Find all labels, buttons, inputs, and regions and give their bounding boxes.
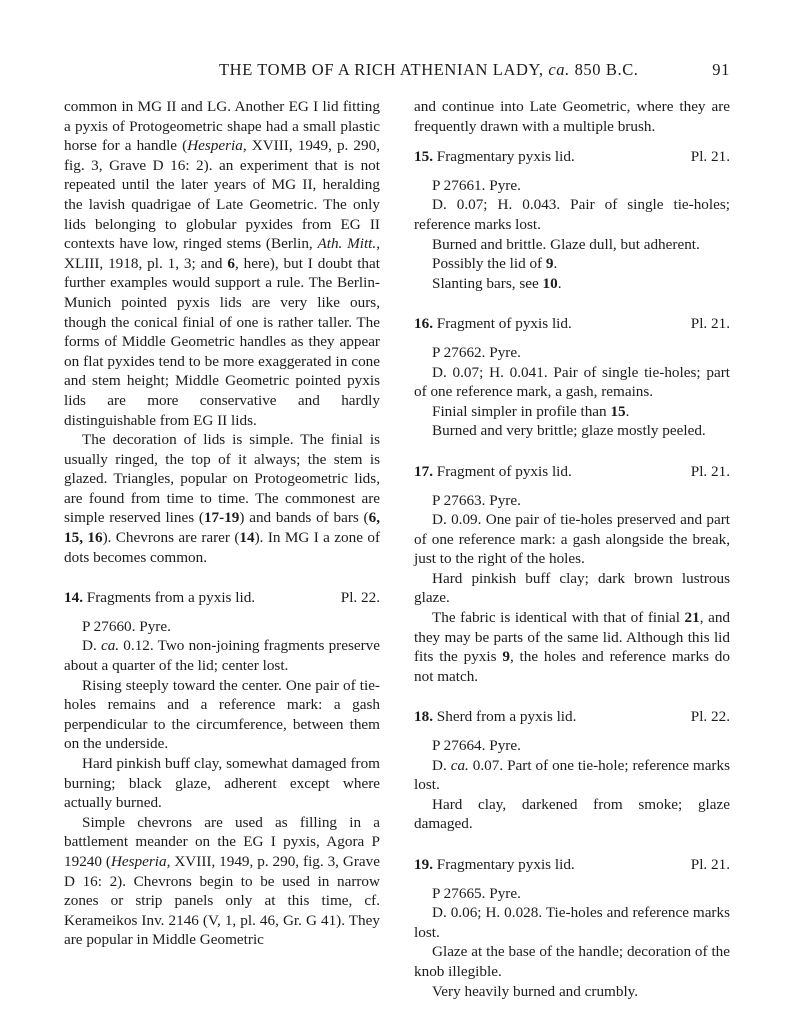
running-title: THE TOMB OF A RICH ATHENIAN LADY, ca. 850 B.C. [219, 60, 639, 79]
dimensions-line: D. 0.09. One pair of tie-holes preserved and part of one reference mark: a gash alongside the break, just to the right of the holes. [414, 511, 730, 568]
entry-title: 14. Fragments from a pyxis lid. [64, 589, 256, 607]
note: Finial simpler in profile than 15. [432, 402, 630, 420]
right-column [414, 97, 730, 1001]
discussion: Simple chevrons are used as filling in a battlement meander on the EG I pyxis, Agora P 19240 (Hesperia, XVIII, 1949, p. 290, fig. 3, Grave D 16: 2). Chevrons begin to be used in narrow zones or strip panels only at this time, cf. Kerameikos Inv. 2146 (V, 1, pl. 46, Gr. G 41). They are popular in Middle Geometric [64, 813, 380, 949]
inventory-line: P 27664. Pyre. [432, 737, 521, 755]
inventory-line: P 27662. Pyre. [432, 343, 521, 361]
decoration-description: Slanting bars, see 10. [432, 274, 562, 292]
catalogue-entry-14 [64, 588, 380, 950]
shape-description: Rising steeply toward the center. One pair of tie-holes remains and a reference mark: a gash perpendicular to the circumference, between them on the underside. [64, 676, 380, 753]
entry-heading [414, 855, 730, 875]
fabric-description: Hard pinkish buff clay, somewhat damaged from burning; black glaze, adherent except where actually burned. [64, 755, 380, 812]
entry-heading [414, 314, 730, 334]
page-number: 91 [712, 60, 730, 79]
inventory-line: P 27660. Pyre. [82, 617, 171, 635]
dimensions-line: D. 0.07; H. 0.043. Pair of single tie-holes; reference marks lost. [414, 196, 730, 233]
plate-reference: Pl. 21. [690, 462, 730, 480]
note: Possibly the lid of 9. [432, 255, 558, 273]
left-column [64, 97, 380, 950]
plate-reference: Pl. 21. [690, 148, 730, 166]
entry-title: 17. Fragment of pyxis lid. [414, 462, 572, 480]
dimensions-line: D. 0.07; H. 0.041. Pair of single tie-holes; part of one reference mark, a gash, remains. [414, 363, 730, 401]
fabric-description: Hard pinkish buff clay; dark brown lustrous glaze. [414, 569, 730, 607]
decoration-paragraph: The decoration of lids is simple. The finial is usually ringed, the top of it always; the stem is glazed. Triangles, popular on Protogeometric lids, are found from time to time. The commonest are simple reserved lines (17-19) and bands of bars (6, 15, 16). Chevrons are rarer (14). In MG I a zone of dots becomes common. [64, 431, 380, 566]
entry-heading [414, 147, 730, 167]
plate-reference: Pl. 22. [340, 589, 380, 607]
entry-title: 19. Fragmentary pyxis lid. [414, 856, 575, 873]
entry-title: 16. Fragment of pyxis lid. [414, 315, 572, 333]
plate-reference: Pl. 21. [690, 315, 730, 333]
catalogue-entry-16 [414, 314, 730, 441]
decoration-description: Glaze at the base of the handle; decoration of the knob illegible. [414, 943, 730, 980]
entry-heading [414, 462, 730, 482]
catalogue-entry-15 [414, 147, 730, 293]
plate-reference: Pl. 21. [690, 856, 730, 873]
dimensions-line: D. ca. 0.07. Part of one tie-hole; reference marks lost. [414, 756, 730, 794]
continuation-paragraph: and continue into Late Geometric, where they are frequently drawn with a multiple brush. [414, 98, 730, 135]
plate-reference: Pl. 22. [690, 708, 730, 726]
entry-title: 15. Fragmentary pyxis lid. [414, 148, 575, 166]
condition-description: Burned and very brittle; glaze mostly peeled. [432, 422, 706, 440]
catalogue-entry-18 [414, 707, 730, 834]
running-header [64, 60, 730, 84]
catalogue-entry-19 [414, 855, 730, 1001]
catalogue-entry-17 [414, 462, 730, 687]
inventory-line: P 27665. Pyre. [432, 884, 521, 902]
discussion: The fabric is identical with that of finial 21, and they may be parts of the same lid. Although this lid fits the pyxis 9, the holes and reference marks do not match. [414, 609, 731, 685]
fabric-description: Hard clay, darkened from smoke; glaze damaged. [414, 795, 730, 833]
condition-description: Very heavily burned and crumbly. [432, 982, 639, 1000]
condition-description: Burned and brittle. Glaze dull, but adherent. [432, 235, 700, 253]
dimensions-line: D. ca. 0.12. Two non-joining fragments preserve about a quarter of the lid; center lost. [64, 637, 380, 675]
dimensions-line: D. 0.06; H. 0.028. Tie-holes and reference marks lost. [414, 904, 730, 941]
inventory-line: P 27663. Pyre. [432, 491, 521, 509]
entry-heading [414, 707, 730, 727]
entry-title: 18. Sherd from a pyxis lid. [414, 708, 577, 726]
intro-paragraph: common in MG II and LG. Another EG I lid fitting a pyxis of Protogeometric shape had a small plastic horse for a handle (Hesperia, XVIII, 1949, p. 290, fig. 3, Grave D 16: 2). an experiment that is not repeated until the later years of MG II, heralding the lavish quadrigae of Late Geometric. The only lids belonging to globular pyxides from EG II contexts have low, ringed stems (Berlin, Ath. Mitt., XLIII, 1918, pl. 1, 3; and 6, here), but I doubt that further examples would support a rule. The Berlin-Munich pointed pyxis lids are very like ours, though the conical finial of one is rather taller. The forms of Middle Geometric handles as they appear on flat pyxides tend to be more exaggerated in cone and stem height; Middle Geometric pointed pyxis lids are more conservative and hardly distinguishable from EG II lids. [64, 98, 381, 429]
entry-heading [64, 588, 380, 608]
inventory-line: P 27661. Pyre. [432, 176, 521, 194]
